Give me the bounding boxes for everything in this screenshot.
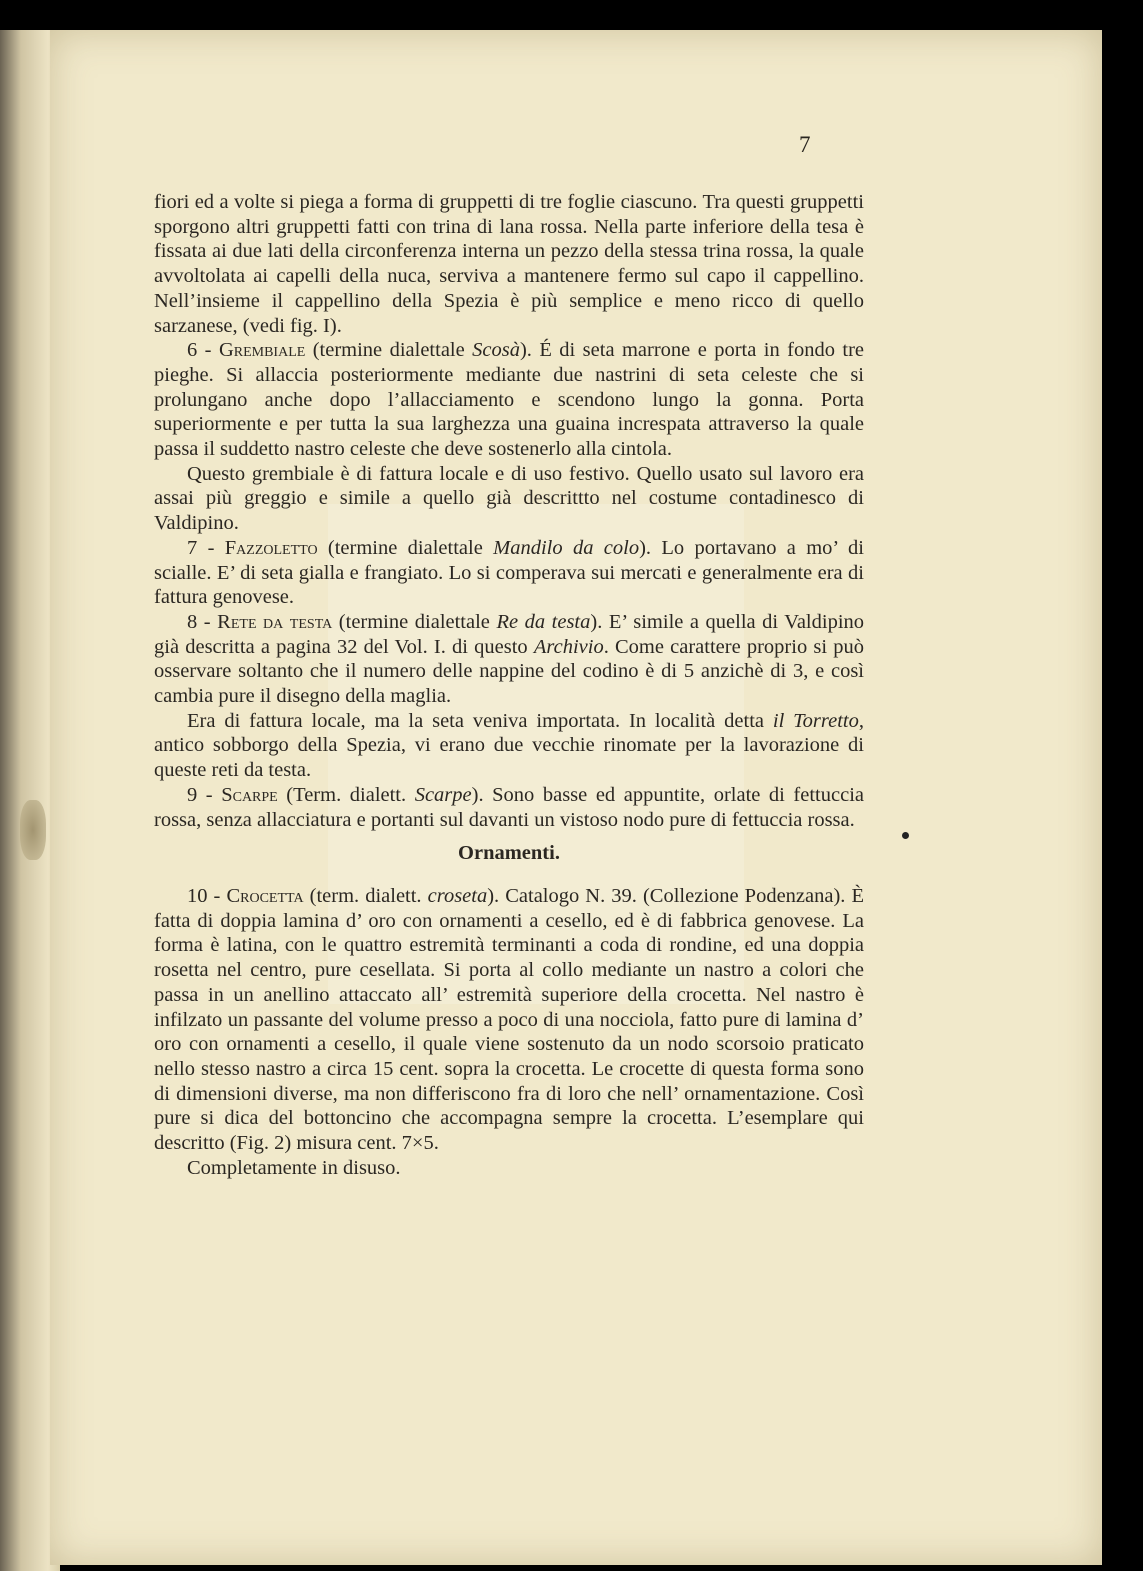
item-text: ). Sono basse ed appuntite, orlate di fettuccia rossa, senza allacciatura e portanti sul davanti un vistoso nodo pure di fettuccia rossa.	[154, 783, 864, 831]
item-number: 7 -	[187, 536, 225, 559]
paragraph-item-6	[154, 338, 864, 462]
dialect-term: croseta	[427, 884, 488, 907]
paragraph	[154, 709, 864, 783]
item-text: (Term. dialett.	[277, 783, 415, 806]
item-term: Grembiale	[218, 339, 306, 362]
dialect-term: Scosà	[472, 339, 520, 362]
item-term: Rete da testa	[217, 610, 333, 633]
item-number: 10 -	[187, 884, 227, 907]
paragraph: fiori ed a volte si piega a forma di gruppetti di tre foglie ciascuno. Tra questi gruppetti sporgono altri gruppetti fatti con trina di lana rossa. Nella parte inferiore della tesa è fissata ai due lati della circonferenza interna un pezzo della stessa trina rossa, la quale avvoltolata ai capelli della nuca, serviva a mantenere fermo sul capo il cappellino. Nell’insieme il cappellino della Spezia è più semplice e meno ricco di quello sarzanese, (vedi fig. I).	[154, 191, 864, 337]
paragraph-item-10	[154, 884, 864, 1156]
paragraph: Completamente in disuso.	[187, 1156, 401, 1179]
section-heading: Ornamenti.	[458, 842, 560, 865]
body-text	[154, 190, 864, 1180]
item-number: 9 -	[187, 783, 222, 806]
item-text: ). E’ simile a quella di Valdipino già descritta a pagina 32 del Vol. I. di questo	[154, 610, 865, 658]
paragraph-item-8	[154, 610, 864, 709]
dialect-term: Scarpe	[414, 783, 472, 806]
dialect-term: Mandilo da colo	[493, 536, 640, 559]
item-text: (term. dialett.	[303, 884, 428, 907]
paragraph-text: Era di fattura locale, ma la seta veniva importata. In località detta	[187, 709, 773, 732]
item-number: 8 -	[187, 610, 218, 633]
page-number: 7	[799, 132, 811, 157]
item-term: Scarpe	[221, 783, 278, 806]
italic-term: il Torretto	[772, 709, 859, 732]
paragraph-text: , antico sobborgo della Spezia, vi erano due vecchie rinomate per la lavorazione di queste reti da testa.	[154, 709, 864, 782]
item-number: 6 -	[187, 339, 219, 362]
item-text: ). É di seta marrone e porta in fondo tre pieghe. Si allaccia posteriormente mediante due nastrini di seta celeste che si prolungano anche dopo l’allacciamento e scendono lungo la gonna. Porta superiormente e per tutta la sua larghezza una guaina increspata attraverso la quale passa il suddetto nastro celeste che deve sostenerlo alla cintola.	[154, 339, 865, 461]
paragraph-item-7	[154, 536, 864, 610]
item-text: (termine dialettale	[317, 536, 494, 559]
italic-term: Archivio	[533, 635, 604, 658]
item-text: ). Lo portavano a mo’ di scialle. E’ di seta gialla e frangiato. Lo si comperava sui mercati e generalmente era di fattura genovese.	[154, 536, 865, 609]
binding-stain	[20, 800, 46, 860]
item-text: (termine dialettale	[305, 339, 473, 362]
dialect-term: Re da testa	[496, 610, 591, 633]
item-text: . Come carattere proprio si può osservare soltanto che il numero delle nappine del codino è di 5 anzichè di 3, e così cambia pure il disegno della maglia.	[154, 635, 864, 708]
paragraph: Questo grembiale è di fattura locale e di uso festivo. Quello usato sul lavoro era assai più greggio e simile a quello già descrittto nel costume contadinesco di Valdipino.	[154, 462, 864, 535]
item-text: ). Catalogo N. 39. (Collezione Podenzana). È fatta di doppia lamina d’ oro con ornamenti a cesello, ed è di fabbrica genovese. La forma è latina, con le quattro estremità terminanti a coda di rondine, ed una doppia rosetta nel centro, pure cesellata. Si porta al collo mediante un nastro a colori che passa in un anellino attaccato all’ estremità superiore della crocetta. Nel nastro è infilzato un passante del volume presso a poco di una nocciola, fatto pure di lamina d’ oro con ornamenti a cesello, il quale viene sostenuto da un nodo scorsoio praticato nello stesso nastro a circa 15 cent. sopra la crocetta. Le crocette di questa forma sono di dimensioni diverse, ma non differiscono fra di loro che nell’ ornamentazione. Così pure si dica del bottoncino che accompagna sempre la crocetta. L’esemplare qui descritto (Fig. 2) misura cent. 7×5.	[154, 884, 864, 1155]
item-term: Crocetta	[226, 884, 304, 907]
margin-dot	[902, 832, 909, 839]
item-text: (termine dialettale	[332, 610, 497, 633]
paragraph-item-9	[154, 783, 864, 832]
item-term: Fazzoletto	[224, 536, 318, 559]
